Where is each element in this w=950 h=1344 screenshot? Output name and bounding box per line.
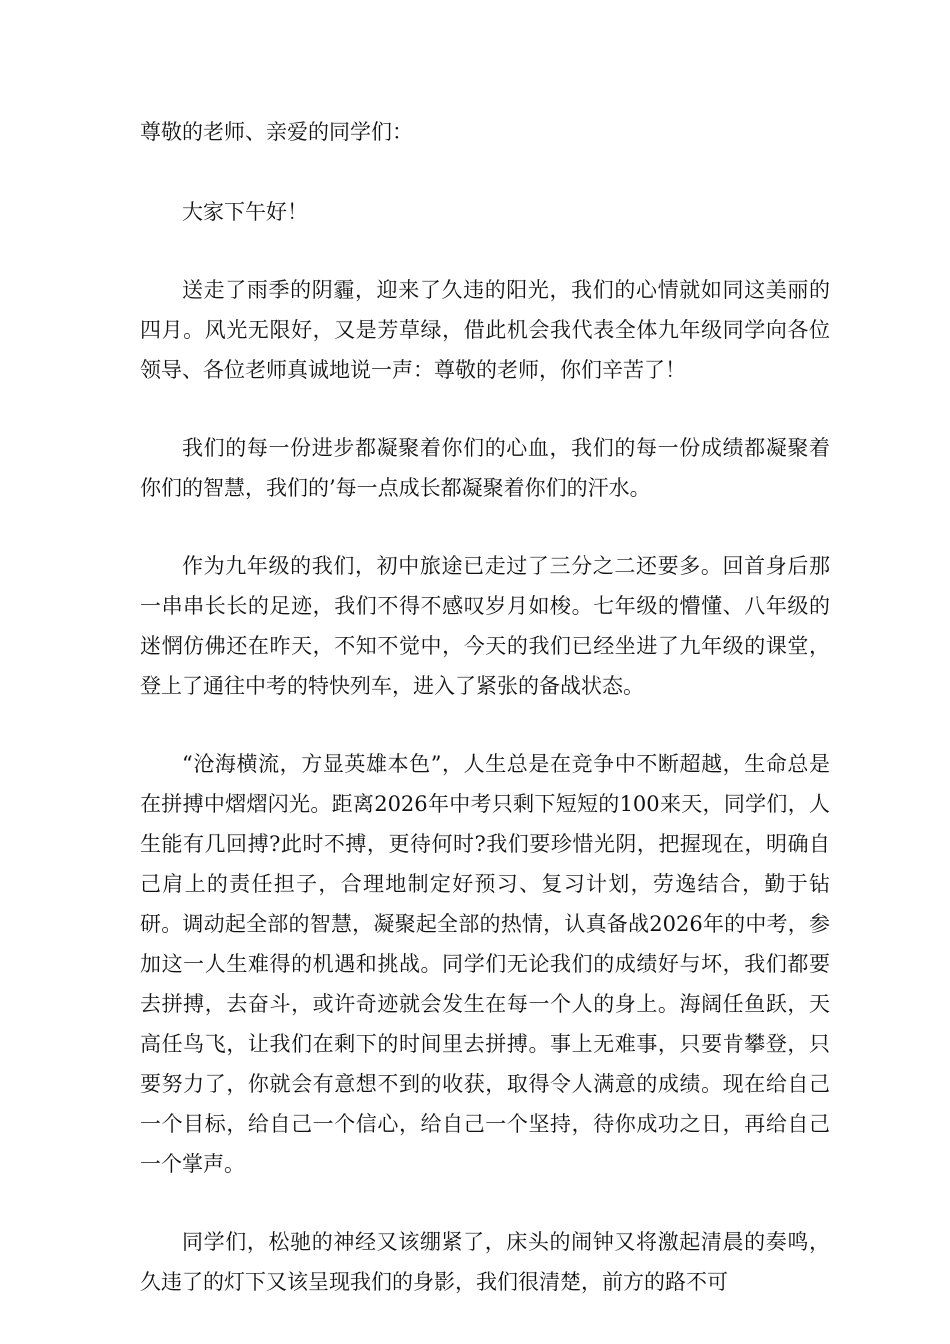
paragraph-3: 作为九年级的我们，初中旅途已走过了三分之二还要多。回首身后那一串串长长的足迹，我们不得不感叹岁月如梭。七年级的懵懂、八年级的迷惘仿佛还在昨天，不知不觉中，今天的我们已经坐进了九年级的课堂，登上了通往中考的特快列车，进入了紧张的备战状态。 xyxy=(140,554,830,698)
greeting: 大家下午好！ xyxy=(182,200,308,224)
paragraph-1: 送走了雨季的阴霾，迎来了久违的阳光，我们的心情就如同这美丽的四月。风光无限好，又是芳草绿，借此机会我代表全体九年级同学向各位领导、各位老师真诚地说一声：尊敬的老师，你们辛苦了！ xyxy=(140,278,830,382)
document-body xyxy=(140,112,830,1340)
salutation: 尊敬的老师、亲爱的同学们： xyxy=(140,120,413,144)
paragraph-4: “沧海横流，方显英雄本色”，人生总是在竞争中不断超越，生命总是在拼搏中熠熠闪光。距离2026年中考只剩下短短的100来天，同学们，人生能有几回搏?此时不搏，更待何时?我们要珍惜光阴，把握现在，明确自己肩上的责任担子，合理地制定好预习、复习计划，劳逸结合，勤于钻研。调动起全部的智慧，凝聚起全部的热情，认真备战2026年的中考，参加这一人生难得的机遇和挑战。同学们无论我们的成绩好与坏，我们都要去拼搏，去奋斗，或许奇迹就会发生在每一个人的身上。海阔任鱼跃，天高任鸟飞，让我们在剩下的时间里去拼搏。事上无难事，只要肯攀登，只要努力了，你就会有意想不到的收获，取得令人满意的成绩。现在给自己一个目标，给自己一个信心，给自己一个坚持，待你成功之日，再给自己一个掌声。 xyxy=(140,752,830,1176)
paragraph-2: 我们的每一份进步都凝聚着你们的心血，我们的每一份成绩都凝聚着你们的智慧，我们的’每一点成长都凝聚着你们的汗水。 xyxy=(140,436,830,500)
paragraph-5: 同学们，松驰的神经又该绷紧了，床头的闹钟又将激起清晨的奏鸣，久违了的灯下又该呈现我们的身影，我们很清楚，前方的路不可 xyxy=(140,1230,830,1294)
